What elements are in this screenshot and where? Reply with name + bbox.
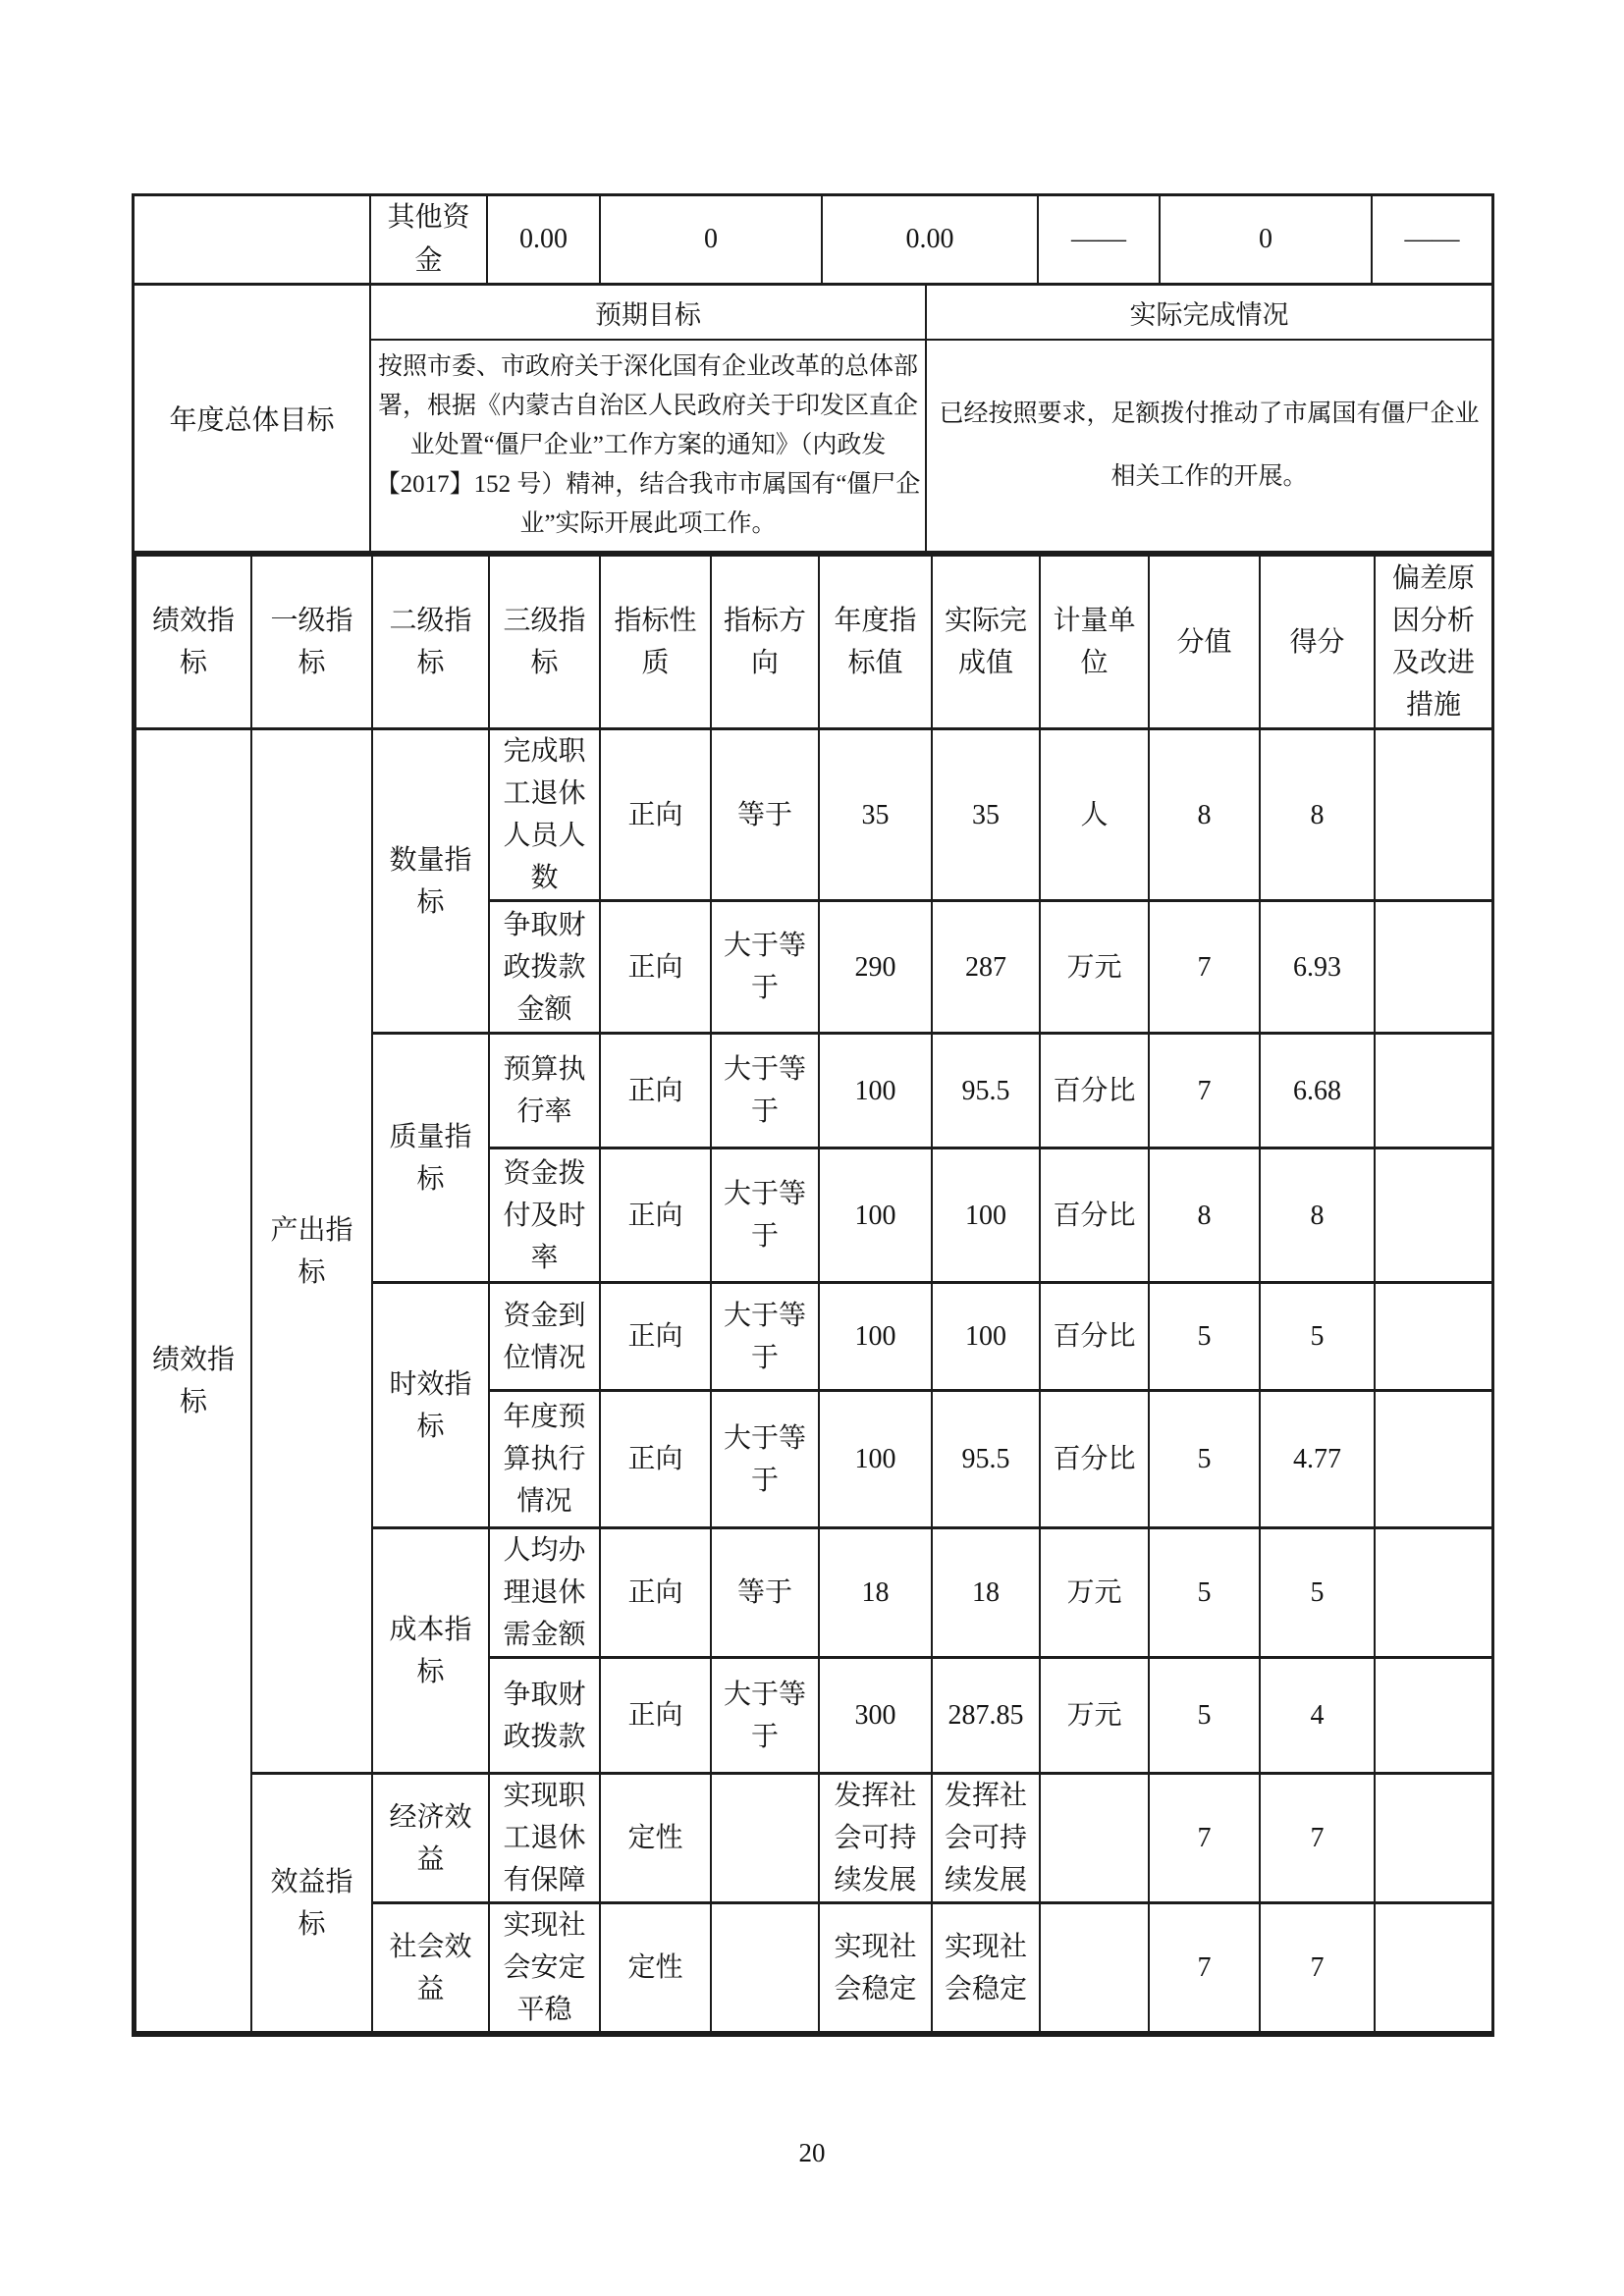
cell-nature: 正向 bbox=[600, 901, 711, 1034]
cell-unit: 万元 bbox=[1040, 901, 1149, 1034]
cell-target: 100 bbox=[819, 1148, 932, 1283]
cell-nature: 正向 bbox=[600, 1658, 711, 1774]
cell-nature: 正向 bbox=[600, 1148, 711, 1283]
header-indicator-nature: 指标性质 bbox=[600, 556, 711, 729]
cell-level2-group: 成本指标 bbox=[372, 1528, 489, 1774]
funding-value-cell: 0.00 bbox=[823, 196, 1039, 283]
cell-nature: 正向 bbox=[600, 1391, 711, 1528]
cell-target: 100 bbox=[819, 1391, 932, 1528]
cell-indicator: 预算执行率 bbox=[489, 1034, 600, 1148]
funding-other-funds-label: 其他资金 bbox=[371, 196, 488, 283]
cell-actual: 18 bbox=[932, 1528, 1040, 1658]
cell-deviation bbox=[1375, 1283, 1492, 1391]
cell-deviation bbox=[1375, 1658, 1492, 1774]
cell-actual: 发挥社会可持续发展 bbox=[932, 1774, 1040, 1903]
cell-score: 5 bbox=[1149, 1283, 1260, 1391]
funding-row bbox=[135, 196, 1491, 286]
cell-direction: 大于等于 bbox=[711, 1148, 819, 1283]
cell-actual: 287 bbox=[932, 901, 1040, 1034]
cell-level2-group: 经济效益 bbox=[372, 1774, 489, 1903]
cell-earned: 7 bbox=[1260, 1903, 1375, 2033]
cell-direction: 等于 bbox=[711, 729, 819, 901]
cell-deviation bbox=[1375, 1903, 1492, 2033]
cell-target: 发挥社会可持续发展 bbox=[819, 1774, 932, 1903]
funding-dash-cell: —— bbox=[1404, 224, 1460, 254]
cell-actual: 287.85 bbox=[932, 1658, 1040, 1774]
cell-nature: 正向 bbox=[600, 729, 711, 901]
cell-level2-group: 数量指标 bbox=[372, 729, 489, 1034]
cell-indicator: 争取财政拨款 bbox=[489, 1658, 600, 1774]
cell-level1-group: 产出指标 bbox=[251, 729, 372, 1774]
funding-empty-cell bbox=[135, 196, 371, 283]
funding-dash-cell: —— bbox=[1039, 196, 1161, 283]
cell-score: 5 bbox=[1149, 1391, 1260, 1528]
funding-value-cell: 0 bbox=[601, 196, 823, 283]
cell-earned: 4 bbox=[1260, 1658, 1375, 1774]
cell-nature: 定性 bbox=[600, 1903, 711, 2033]
cell-direction: 大于等于 bbox=[711, 901, 819, 1034]
expected-goal-text: 按照市委、市政府关于深化国有企业改革的总体部署，根据《内蒙古自治区人民政府关于印发区直企业处置“僵尸企业”工作方案的通知》（内政发【2017】152 号）精神，结合我市市属国有“僵尸企业”实际开展此项工作。 bbox=[371, 341, 927, 551]
cell-indicator: 争取财政拨款金额 bbox=[489, 901, 600, 1034]
cell-earned: 6.93 bbox=[1260, 901, 1375, 1034]
cell-direction: 大于等于 bbox=[711, 1391, 819, 1528]
cell-score: 7 bbox=[1149, 901, 1260, 1034]
cell-nature: 正向 bbox=[600, 1283, 711, 1391]
annual-goal-label: 年度总体目标 bbox=[135, 286, 371, 551]
cell-deviation bbox=[1375, 1391, 1492, 1528]
cell-score: 7 bbox=[1149, 1034, 1260, 1148]
cell-earned: 6.68 bbox=[1260, 1034, 1375, 1148]
cell-earned: 8 bbox=[1260, 1148, 1375, 1283]
cell-unit: 百分比 bbox=[1040, 1283, 1149, 1391]
evaluation-table bbox=[132, 193, 1494, 2037]
header-actual-value: 实际完成值 bbox=[932, 556, 1040, 729]
cell-earned: 7 bbox=[1260, 1774, 1375, 1903]
expected-goal-header: 预期目标 bbox=[371, 286, 927, 339]
cell-earned: 8 bbox=[1260, 729, 1375, 901]
cell-target: 300 bbox=[819, 1658, 932, 1774]
cell-deviation bbox=[1375, 1774, 1492, 1903]
header-level1-indicator: 一级指标 bbox=[251, 556, 372, 729]
cell-level2-group: 社会效益 bbox=[372, 1903, 489, 2033]
cell-indicator: 实现职工退休有保障 bbox=[489, 1774, 600, 1903]
cell-indicator: 实现社会安定平稳 bbox=[489, 1903, 600, 2033]
cell-direction: 大于等于 bbox=[711, 1283, 819, 1391]
cell-earned: 5 bbox=[1260, 1528, 1375, 1658]
cell-unit: 百分比 bbox=[1040, 1034, 1149, 1148]
header-annual-target: 年度指标值 bbox=[819, 556, 932, 729]
cell-earned: 5 bbox=[1260, 1283, 1375, 1391]
cell-target: 100 bbox=[819, 1034, 932, 1148]
cell-deviation bbox=[1375, 901, 1492, 1034]
cell-unit: 百分比 bbox=[1040, 1391, 1149, 1528]
cell-target: 35 bbox=[819, 729, 932, 901]
cell-nature: 正向 bbox=[600, 1528, 711, 1658]
page-number: 20 bbox=[798, 2138, 826, 2167]
cell-earned: 4.77 bbox=[1260, 1391, 1375, 1528]
cell-target: 实现社会稳定 bbox=[819, 1903, 932, 2033]
cell-target: 100 bbox=[819, 1283, 932, 1391]
cell-level1-group: 效益指标 bbox=[251, 1774, 372, 2033]
cell-direction: 大于等于 bbox=[711, 1034, 819, 1148]
cell-actual: 95.5 bbox=[932, 1391, 1040, 1528]
header-indicator-direction: 指标方向 bbox=[711, 556, 819, 729]
annual-goal-section bbox=[135, 286, 1491, 554]
cell-actual: 35 bbox=[932, 729, 1040, 901]
annual-goal-content bbox=[371, 286, 1491, 551]
cell-deviation bbox=[1375, 1034, 1492, 1148]
header-score-earned: 得分 bbox=[1260, 556, 1375, 729]
cell-unit: 百分比 bbox=[1040, 1148, 1149, 1283]
cell-indicator: 人均办理退休需金额 bbox=[489, 1528, 600, 1658]
indicator-row bbox=[135, 729, 1492, 901]
goal-body bbox=[371, 341, 1491, 551]
actual-completion-text: 已经按照要求，足额拨付推动了市属国有僵尸企业相关工作的开展。 bbox=[939, 400, 1480, 490]
cell-target: 290 bbox=[819, 901, 932, 1034]
cell-nature: 定性 bbox=[600, 1774, 711, 1903]
header-level2-indicator: 二级指标 bbox=[372, 556, 489, 729]
funding-value-cell: 0 bbox=[1161, 196, 1373, 283]
cell-actual: 实现社会稳定 bbox=[932, 1903, 1040, 2033]
cell-indicator: 年度预算执行情况 bbox=[489, 1391, 600, 1528]
funding-value-cell: 0.00 bbox=[488, 196, 601, 283]
cell-unit bbox=[1040, 1903, 1149, 2033]
cell-indicator: 资金到位情况 bbox=[489, 1283, 600, 1391]
cell-unit: 万元 bbox=[1040, 1658, 1149, 1774]
header-level3-indicator: 三级指标 bbox=[489, 556, 600, 729]
header-deviation: 偏差原因分析及改进措施 bbox=[1375, 556, 1492, 729]
cell-score: 5 bbox=[1149, 1658, 1260, 1774]
cell-indicator: 完成职工退休人员人数 bbox=[489, 729, 600, 901]
indicator-table bbox=[135, 554, 1493, 2034]
cell-deviation bbox=[1375, 1148, 1492, 1283]
indicator-row bbox=[135, 1774, 1492, 1903]
cell-score: 7 bbox=[1149, 1903, 1260, 2033]
cell-actual: 100 bbox=[932, 1283, 1040, 1391]
cell-direction: 等于 bbox=[711, 1528, 819, 1658]
cell-score: 8 bbox=[1149, 729, 1260, 901]
cell-direction bbox=[711, 1774, 819, 1903]
cell-actual: 100 bbox=[932, 1148, 1040, 1283]
cell-level2-group: 质量指标 bbox=[372, 1034, 489, 1283]
cell-score: 8 bbox=[1149, 1148, 1260, 1283]
cell-unit bbox=[1040, 1774, 1149, 1903]
cell-performance-group: 绩效指标 bbox=[135, 729, 251, 2033]
cell-unit: 万元 bbox=[1040, 1528, 1149, 1658]
cell-indicator: 资金拨付及时率 bbox=[489, 1148, 600, 1283]
cell-target: 18 bbox=[819, 1528, 932, 1658]
cell-score: 5 bbox=[1149, 1528, 1260, 1658]
cell-actual: 95.5 bbox=[932, 1034, 1040, 1148]
header-score-full: 分值 bbox=[1149, 556, 1260, 729]
cell-deviation bbox=[1375, 729, 1492, 901]
header-performance-indicator: 绩效指标 bbox=[135, 556, 251, 729]
cell-nature: 正向 bbox=[600, 1034, 711, 1148]
cell-deviation bbox=[1375, 1528, 1492, 1658]
cell-direction bbox=[711, 1903, 819, 2033]
header-unit: 计量单位 bbox=[1040, 556, 1149, 729]
indicator-header-row bbox=[135, 556, 1492, 729]
cell-direction: 大于等于 bbox=[711, 1658, 819, 1774]
actual-completion-header: 实际完成情况 bbox=[1129, 299, 1289, 330]
cell-level2-group: 时效指标 bbox=[372, 1283, 489, 1528]
cell-score: 7 bbox=[1149, 1774, 1260, 1903]
cell-unit: 人 bbox=[1040, 729, 1149, 901]
goal-subheaders bbox=[371, 286, 1491, 341]
